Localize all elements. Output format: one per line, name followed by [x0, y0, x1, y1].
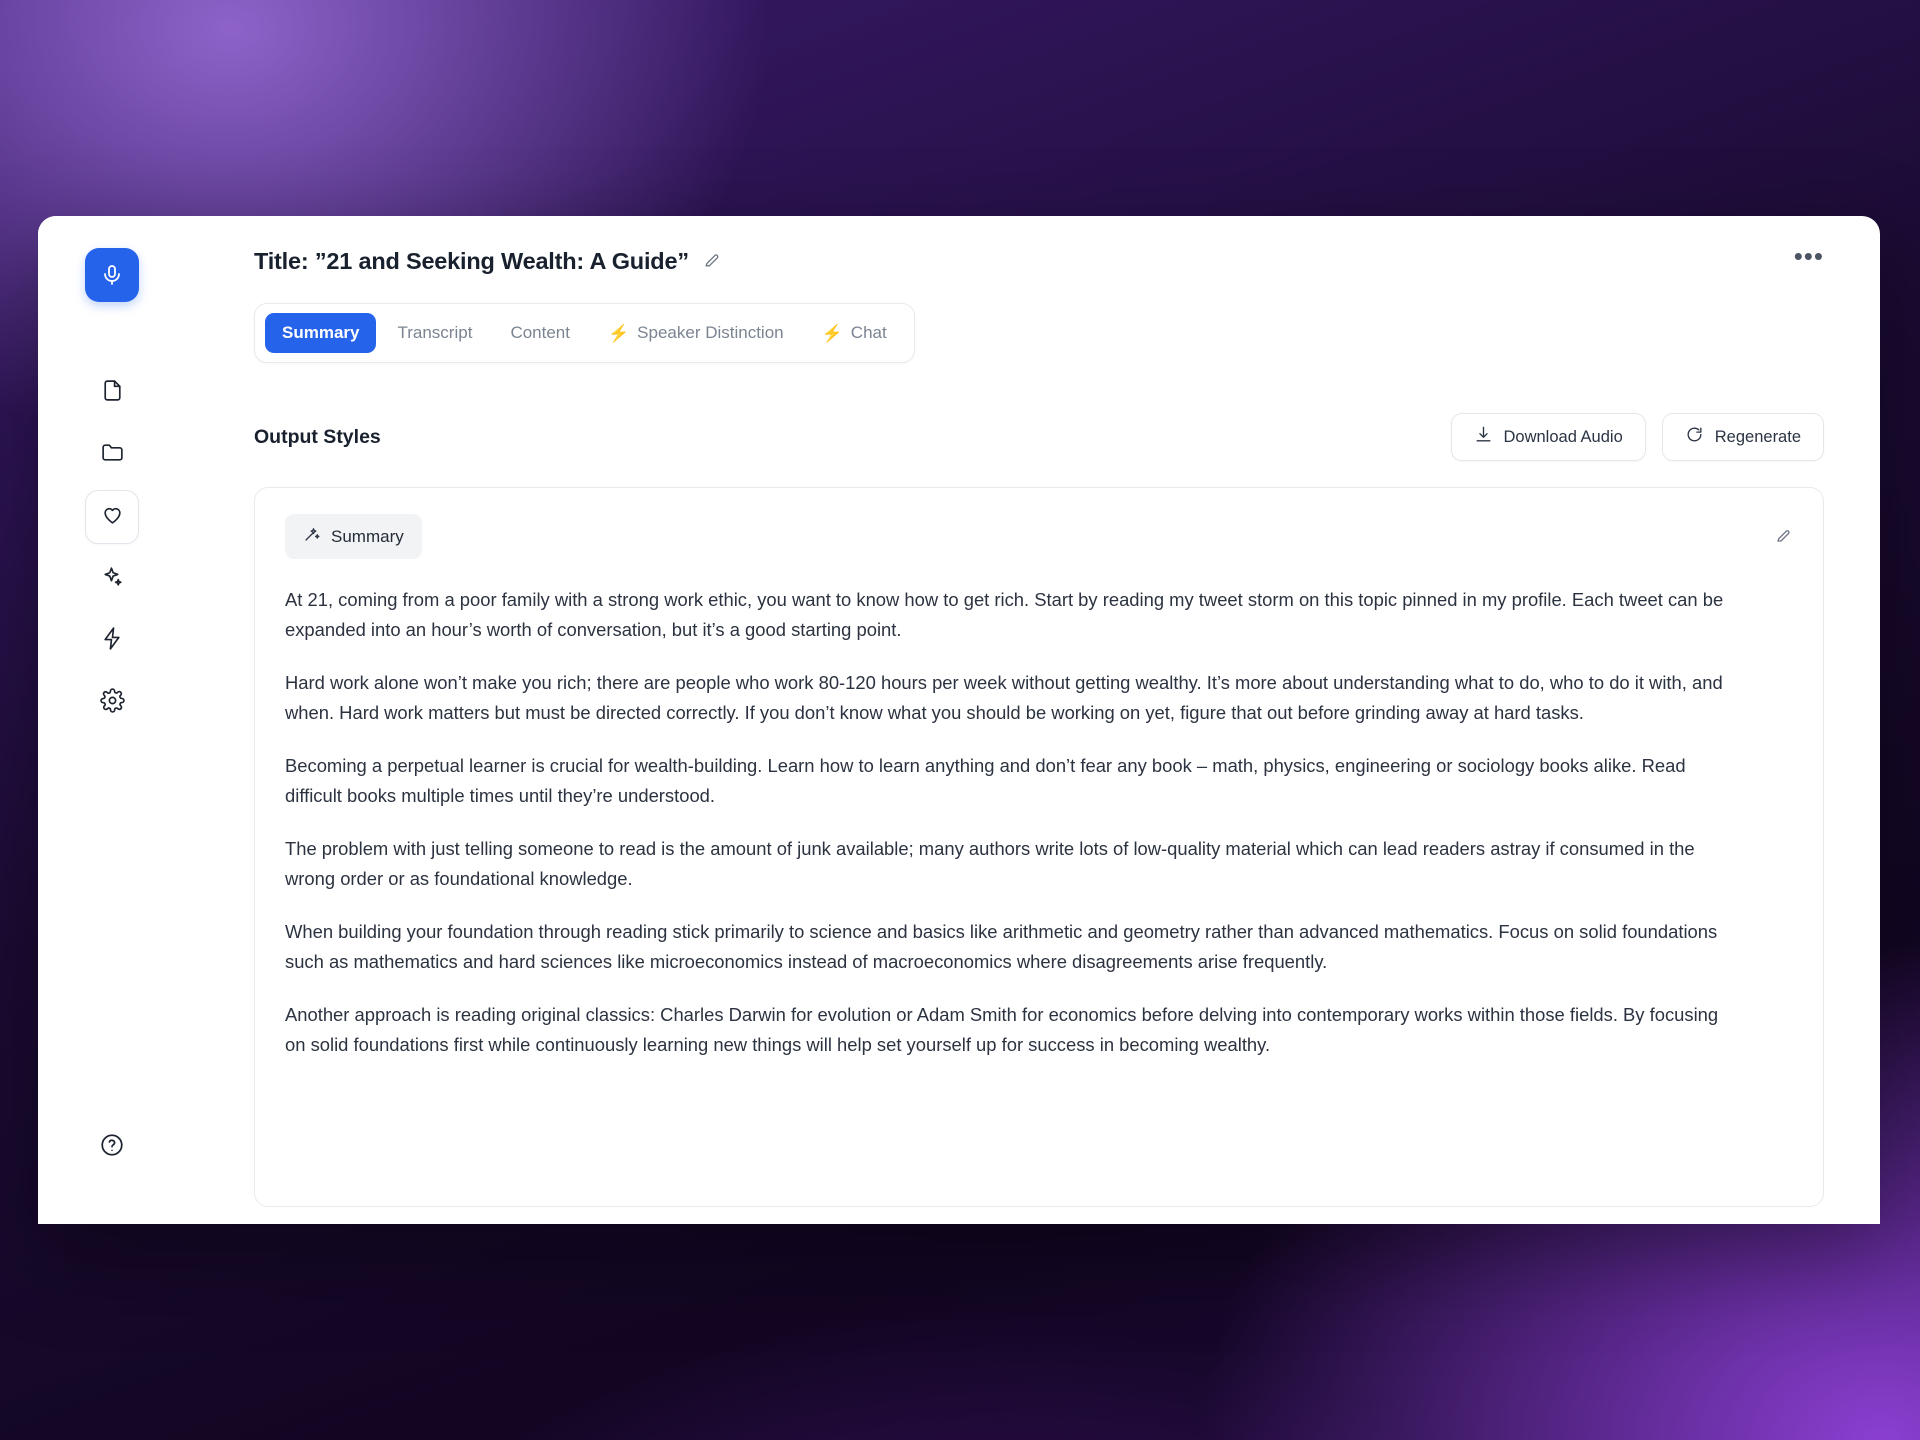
tab-chat-label: Chat	[850, 323, 887, 342]
microphone-logo-button[interactable]	[85, 248, 139, 302]
tab-summary[interactable]	[265, 313, 376, 353]
edit-title-button[interactable]	[703, 250, 722, 272]
gear-icon	[100, 688, 125, 718]
heart-icon	[100, 502, 125, 532]
download-audio-button[interactable]	[1451, 413, 1646, 461]
sparkle-icon	[100, 564, 125, 594]
summary-card-header	[285, 514, 1793, 559]
summary-paragraph: When building your foundation through reading stick primarily to science and basics like arithmetic and geometry rather than advanced mathematics. Focus on solid foundations such as mathematics and hard sciences like microeconomics instead of macroeconomics where disagreements arise frequently.	[285, 921, 1718, 972]
summary-chip[interactable]	[285, 514, 422, 559]
app-window	[38, 216, 1880, 1224]
tab-transcript-label: Transcript	[397, 323, 473, 342]
sidebar-item-favorites[interactable]	[85, 490, 139, 544]
tab-speaker-distinction[interactable]	[591, 313, 801, 353]
summary-body	[285, 585, 1793, 1060]
summary-paragraph: Becoming a perpetual learner is crucial for wealth-building. Learn how to learn anything and don’t fear any book – math, physics, engineering or sociology books alike. Read difficult books multiple times until they’re understood.	[285, 755, 1686, 806]
edit-summary-button[interactable]	[1775, 526, 1793, 547]
folder-icon	[100, 440, 125, 470]
sidebar-nav	[85, 366, 139, 730]
summary-paragraph: Hard work alone won’t make you rich; there are people who work 80-120 hours per week without getting wealthy. It’s more about understanding what to do, who to do it with, and when. Hard work matters but must be directed correctly. If you don’t know what you should be working on yet, figure that out before grinding away at hard tasks.	[285, 672, 1723, 723]
pencil-icon	[1775, 526, 1793, 547]
regenerate-button[interactable]	[1662, 413, 1824, 461]
bolt-icon: ⚡	[821, 323, 843, 343]
title-row	[254, 241, 1824, 278]
tab-content-label: Content	[510, 323, 570, 342]
pencil-icon	[703, 250, 722, 272]
tab-summary-label: Summary	[282, 323, 360, 342]
refresh-icon	[1685, 425, 1704, 449]
more-options-button[interactable]: •••	[1793, 241, 1824, 271]
sidebar-item-folder[interactable]	[85, 428, 139, 482]
summary-card	[254, 487, 1824, 1207]
download-icon	[1474, 425, 1493, 449]
tab-speaker-distinction-label: Speaker Distinction	[637, 323, 784, 342]
sidebar-item-settings[interactable]	[85, 676, 139, 730]
output-styles-actions	[1451, 413, 1825, 461]
tab-bar	[254, 303, 915, 363]
output-styles-title: Output Styles	[254, 425, 381, 448]
download-audio-label: Download Audio	[1503, 427, 1623, 446]
sidebar-item-help[interactable]	[85, 1120, 139, 1174]
regenerate-label: Regenerate	[1714, 427, 1801, 446]
magic-wand-icon	[303, 525, 321, 548]
summary-paragraph: At 21, coming from a poor family with a strong work ethic, you want to know how to get rich. Start by reading my tweet storm on this topic pinned in my profile. Each tweet can be expanded into an hour’s worth of conversation, but it’s a good starting point.	[285, 589, 1724, 640]
sidebar-item-magic[interactable]	[85, 552, 139, 606]
summary-paragraph: Another approach is reading original classics: Charles Darwin for evolution or Adam Smith for economics before delving into contemporary works within those fields. By focusing on solid foundations first while continuously learning new things will help set yourself up for success in becoming wealthy.	[285, 1004, 1719, 1055]
microphone-icon	[100, 263, 124, 287]
sidebar-item-automations[interactable]	[85, 614, 139, 668]
page-title: Title: ”21 and Seeking Wealth: A Guide”	[254, 247, 689, 274]
sidebar-item-document[interactable]	[85, 366, 139, 420]
tab-content[interactable]	[493, 313, 587, 353]
summary-chip-label: Summary	[331, 526, 404, 546]
bolt-icon: ⚡	[607, 323, 630, 343]
sidebar	[38, 216, 186, 1224]
tab-transcript[interactable]	[380, 313, 489, 353]
file-icon	[100, 378, 125, 408]
summary-paragraph: The problem with just telling someone to read is the amount of junk available; many authors write lots of low-quality material which can lead readers astray if consumed in the wrong order or as foundational knowledge.	[285, 838, 1695, 889]
output-styles-header	[254, 413, 1824, 461]
bolt-icon	[100, 626, 125, 656]
main-content	[186, 216, 1880, 1224]
question-circle-icon	[99, 1132, 125, 1163]
tab-chat[interactable]	[805, 313, 904, 353]
